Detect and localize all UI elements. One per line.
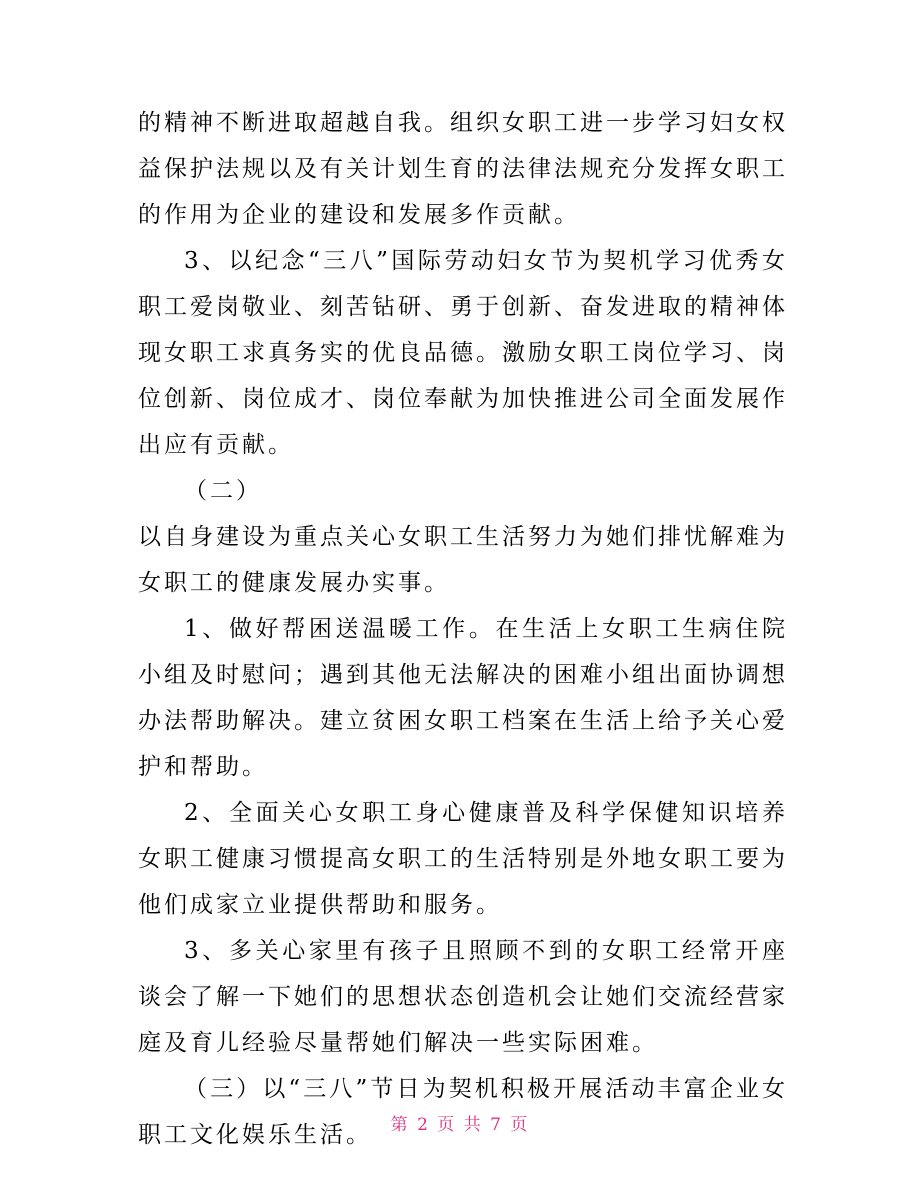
paragraph-item-3-children: 3、多关心家里有孩子且照顾不到的女职工经常开座谈会了解一下她们的思想状态创造机会让她们交流经营家庭及育儿经验尽量帮她们解决一些实际困难。 xyxy=(138,938,788,1056)
paragraph-section-2-intro: 以自身建设为重点关心女职工生活努力为她们排忧解难为女职工的健康发展办实事。 xyxy=(138,524,788,596)
section-heading-2: （二） xyxy=(184,478,262,504)
paragraph-item-3-march8: 3、以纪念“三八”国际劳动妇女节为契机学习优秀女职工爱岗敬业、刻苦钻研、勇于创新、奋发进取的精神体现女职工求真务实的优良品德。激励女职工岗位学习、岗位创新、岗位成才、岗位奉献为加快推进公司全面发展作出应有贡献。 xyxy=(138,248,788,458)
document-body xyxy=(138,100,788,1158)
paragraph-continuation: 的精神不断进取超越自我。组织女职工进一步学习妇女权益保护法规以及有关计划生育的法律法规充分发挥女职工的作用为企业的建设和发展多作贡献。 xyxy=(138,110,788,228)
page-number-footer: 第 2 页 共 7 页 xyxy=(390,1115,530,1135)
paragraph-item-2-health: 2、全面关心女职工身心健康普及科学保健知识培养女职工健康习惯提高女职工的生活特别是外地女职工要为他们成家立业提供帮助和服务。 xyxy=(138,800,788,918)
section-heading-3: （三）以“三八”节日为契机积极开展活动丰富企业女职工文化娱乐生活。 xyxy=(138,1076,788,1148)
paragraph-item-1-warmth: 1、做好帮困送温暖工作。在生活上女职工生病住院小组及时慰问；遇到其他无法解决的困难小组出面协调想办法帮助解决。建立贫困女职工档案在生活上给予关心爱护和帮助。 xyxy=(138,616,788,780)
